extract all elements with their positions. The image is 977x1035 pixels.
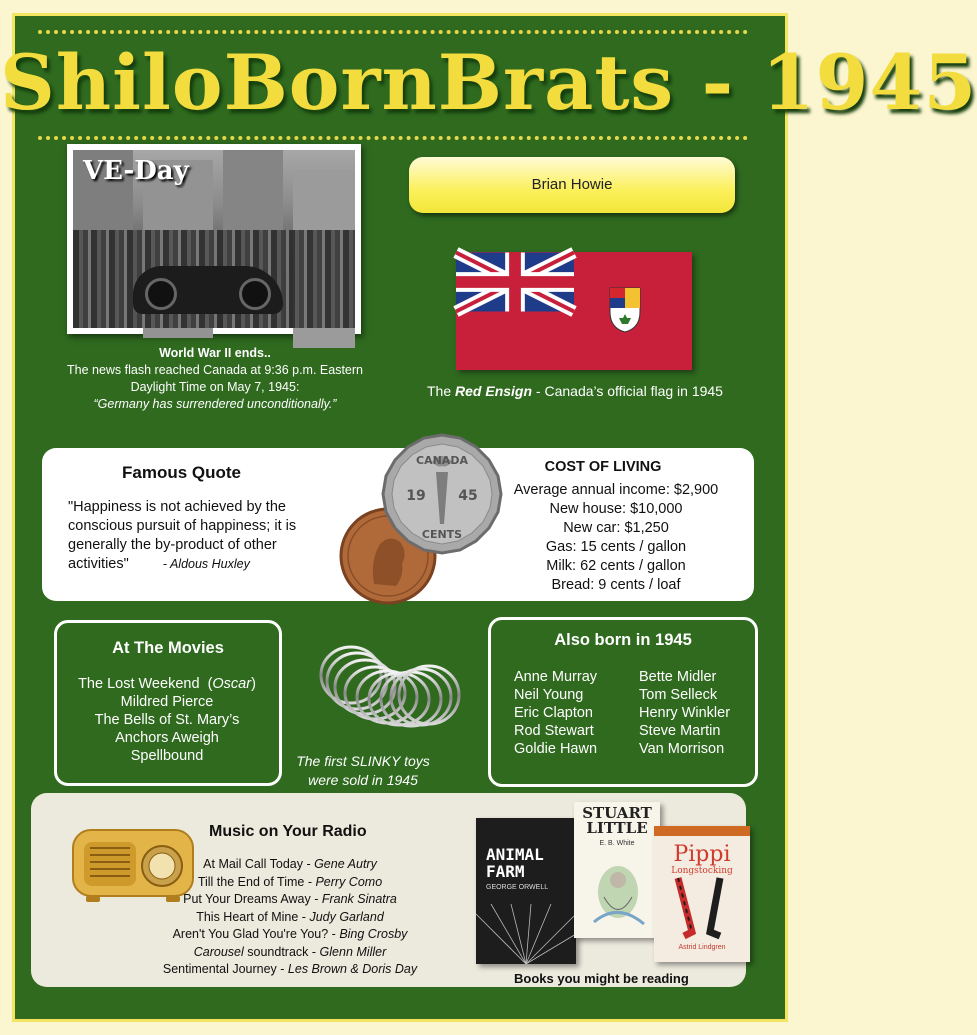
war-caption <box>40 345 390 413</box>
music-title: Music on Your Radio <box>209 823 367 840</box>
animal-farm-title <box>486 846 544 880</box>
song-artist: Gene Autry <box>314 857 377 871</box>
song-item: Sentimental Journey - Les Brown & Doris Day <box>162 962 418 976</box>
ve-day-label: VE-Day <box>83 156 189 186</box>
stuart-little-author: E. B. White <box>599 840 635 847</box>
pippi-author: Astrid Lindgren <box>678 944 726 951</box>
movie-item: The Bells of St. Mary’s <box>94 712 240 728</box>
cost-item: Bread: 9 cents / loaf <box>551 577 681 593</box>
coat-of-arms-icon <box>608 286 642 334</box>
born-name: Eric Clapton <box>514 705 593 721</box>
famous-quote <box>68 498 333 574</box>
cost-item: Milk: 62 cents / gallon <box>546 558 686 574</box>
flag-caption-suffix: - Canada’s official flag in 1945 <box>532 383 723 399</box>
book-animal-farm <box>476 818 576 964</box>
pippi-title-line2: Longstocking <box>671 866 733 876</box>
movie-item: The Lost Weekend (Oscar) <box>78 676 256 692</box>
books-caption: Books you might be reading <box>514 971 689 986</box>
born-name: Goldie Hawn <box>514 741 598 757</box>
slinky-icon <box>313 635 463 743</box>
movie-item: Anchors Aweigh <box>115 730 219 746</box>
song-title: This Heart of Mine <box>196 909 299 924</box>
song-title: soundtrack <box>247 944 309 959</box>
bottom-dotted-rule <box>38 136 748 140</box>
song-artist: Les Brown & Doris Day <box>287 962 418 976</box>
song-title: Till the End of Time <box>197 874 305 889</box>
song-item: At Mail Call Today - Gene Autry <box>203 857 377 871</box>
war-quote: “Germany has surrendered unconditionally.” <box>93 397 337 411</box>
animal-farm-title-line2: FARM <box>486 862 525 881</box>
pippi-title-line1: Pippi <box>673 842 731 867</box>
also-born-title: Also born in 1945 <box>554 631 692 649</box>
song-item: Put Your Dreams Away - Frank Sinatra <box>183 892 397 906</box>
cost-of-living-title: COST OF LIVING <box>544 459 662 475</box>
flag-name: Red Ensign <box>455 383 533 399</box>
quote-author: - Aldous Huxley <box>162 557 250 571</box>
song-artist: Judy Garland <box>309 909 384 924</box>
movie-title: The Lost Weekend <box>78 676 200 692</box>
cost-item: Gas: 15 cents / gallon <box>545 539 687 555</box>
song-artist: Frank Sinatra <box>321 892 397 906</box>
movie-award: Oscar <box>212 676 252 692</box>
coin-top-text: CANADA <box>416 454 468 467</box>
song-title: Aren't You Glad You're You? <box>172 927 329 941</box>
page-title: ShiloBornBrats - 1945 <box>0 38 977 127</box>
also-born-col1 <box>514 668 597 758</box>
top-dotted-rule <box>38 30 748 34</box>
song-title: Sentimental Journey <box>162 962 277 976</box>
name-box: Brian Howie <box>409 157 735 213</box>
song-item: Till the End of Time - Perry Como <box>197 874 383 889</box>
red-ensign-flag <box>456 252 692 370</box>
union-jack-icon <box>456 252 574 312</box>
song-title-italic: Carousel <box>193 944 244 959</box>
born-name: Rod Stewart <box>514 723 594 739</box>
coin-bottom-text: CENTS <box>421 528 463 541</box>
born-name: Bette Midler <box>639 669 717 685</box>
cost-of-living-list <box>492 481 740 595</box>
flag-caption <box>405 383 745 399</box>
coin-year-right: 45 <box>458 488 478 504</box>
stuart-little-title-line1: STUART <box>582 804 652 822</box>
music-list <box>140 856 440 979</box>
animal-farm-lines-icon <box>476 904 576 964</box>
stuart-little-title-line2: LITTLE <box>586 819 648 837</box>
born-name: Van Morrison <box>639 741 725 757</box>
slinky-caption-line1: The first SLINKY toys <box>296 753 430 769</box>
also-born-col2 <box>639 668 730 758</box>
song-item: This Heart of Mine - Judy Garland <box>196 909 384 924</box>
stuart-little-title <box>574 806 660 836</box>
ve-day-photo <box>67 144 361 334</box>
animal-farm-title-line1: ANIMAL <box>486 845 544 864</box>
book-stuart-little <box>574 802 660 938</box>
book-pippi <box>654 826 750 962</box>
movie-item: Mildred Pierce <box>120 694 214 710</box>
song-artist: Perry Como <box>315 874 383 889</box>
song-item: Aren't You Glad You're You? - Bing Crosby <box>172 927 408 941</box>
animal-farm-author: GEORGE ORWELL <box>486 884 549 891</box>
war-line1: The news flash reached Canada at 9:36 p.m. Eastern <box>66 363 363 377</box>
pippi-illustration-icon <box>654 872 750 952</box>
born-name: Steve Martin <box>639 723 721 739</box>
song-item: Carousel soundtrack - Glenn Miller <box>193 944 387 959</box>
nickel-coin-icon <box>380 432 504 556</box>
slinky-caption <box>283 752 443 790</box>
cost-item: New house: $10,000 <box>549 501 683 517</box>
cost-item: New car: $1,250 <box>563 520 669 536</box>
song-artist: Glenn Miller <box>319 944 387 959</box>
born-name: Henry Winkler <box>639 705 731 721</box>
mouse-illustration-icon <box>574 852 660 932</box>
song-title: Put Your Dreams Away <box>183 892 311 906</box>
movie-item: Spellbound <box>130 748 204 764</box>
famous-quote-text: "Happiness is not achieved by the conscious pursuit of happiness; it is generally the by-product of other activities" <box>68 499 297 572</box>
cost-item: Average annual income: $2,900 <box>513 482 719 498</box>
flag-caption-prefix: The <box>427 383 456 399</box>
coin-year-left: 19 <box>406 488 426 504</box>
born-name: Tom Selleck <box>639 687 718 703</box>
war-heading: World War II ends.. <box>159 346 271 360</box>
song-title: At Mail Call Today <box>203 857 303 871</box>
war-line2: Daylight Time on May 7, 1945: <box>130 380 300 394</box>
slinky-caption-line2: were sold in 1945 <box>308 772 418 788</box>
song-artist: Bing Crosby <box>339 927 408 941</box>
movies-list <box>58 675 276 765</box>
born-name: Anne Murray <box>514 669 598 685</box>
born-name: Neil Young <box>514 687 584 703</box>
famous-quote-title: Famous Quote <box>122 463 242 482</box>
movies-title: At The Movies <box>112 639 224 657</box>
